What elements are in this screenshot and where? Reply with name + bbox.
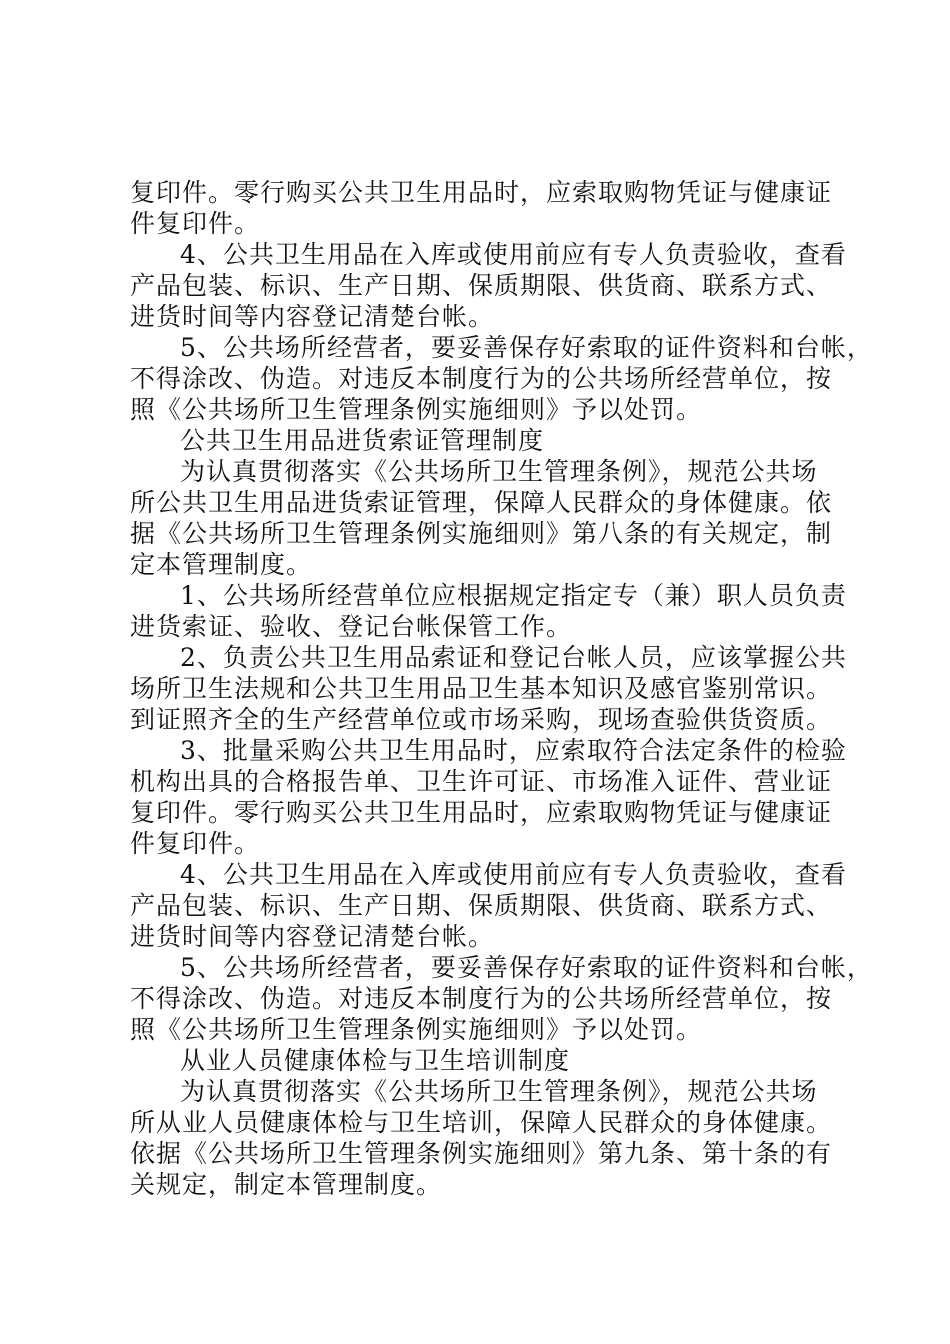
section-title: 公共卫生用品进货索证管理制度 xyxy=(180,426,545,455)
text-line: 依据《公共场所卫生管理条例实施细则》第九条、第十条的有 xyxy=(130,1139,833,1168)
text-line: 为认真贯彻落实《公共场所卫生管理条例》，规范公共场 xyxy=(180,1077,818,1106)
text-line: 1、公共场所经营单位应根据规定指定专（兼）职人员负责 xyxy=(180,581,847,610)
text-line: 进货时间等内容登记清楚台帐。 xyxy=(130,302,495,331)
text-line: 照《公共场所卫生管理条例实施细则》予以处罚。 xyxy=(130,395,703,424)
text-line: 不得涂改、伪造。对违反本制度行为的公共场所经营单位，按 xyxy=(130,364,833,393)
text-line: 不得涂改、伪造。对违反本制度行为的公共场所经营单位，按 xyxy=(130,984,833,1013)
text-line: 据《公共场所卫生管理条例实施细则》第八条的有关规定，制 xyxy=(130,519,833,548)
text-line: 2、负责公共卫生用品索证和登记台帐人员，应该掌握公共 xyxy=(180,643,847,672)
text-line: 3、批量采购公共卫生用品时，应索取符合法定条件的检验 xyxy=(180,736,847,765)
text-line: 复印件。零行购买公共卫生用品时，应索取购物凭证与健康证 xyxy=(130,798,833,827)
text-line: 4、公共卫生用品在入库或使用前应有专人负责验收，查看 xyxy=(180,240,847,269)
text-line: 产品包装、标识、生产日期、保质期限、供货商、联系方式、 xyxy=(130,891,833,920)
text-line: 关规定，制定本管理制度。 xyxy=(130,1170,443,1199)
text-line: 件复印件。 xyxy=(130,209,261,238)
text-line: 进货时间等内容登记清楚台帐。 xyxy=(130,922,495,951)
text-line: 5、公共场所经营者，要妥善保存好索取的证件资料和台帐， xyxy=(180,333,873,362)
text-line: 定本管理制度。 xyxy=(130,550,313,579)
text-line: 所公共卫生用品进货索证管理，保障人民群众的身体健康。依 xyxy=(130,488,833,517)
text-line: 产品包装、标识、生产日期、保质期限、供货商、联系方式、 xyxy=(130,271,833,300)
text-line: 5、公共场所经营者，要妥善保存好索取的证件资料和台帐， xyxy=(180,953,873,982)
text-line: 进货索证、验收、登记台帐保管工作。 xyxy=(130,612,573,641)
text-line: 场所卫生法规和公共卫生用品卫生基本知识及感官鉴别常识。 xyxy=(130,674,833,703)
text-line: 复印件。零行购买公共卫生用品时，应索取购物凭证与健康证 xyxy=(130,178,833,207)
text-line: 件复印件。 xyxy=(130,829,261,858)
text-line: 所从业人员健康体检与卫生培训，保障人民群众的身体健康。 xyxy=(130,1108,833,1137)
text-line: 照《公共场所卫生管理条例实施细则》予以处罚。 xyxy=(130,1015,703,1044)
text-line: 到证照齐全的生产经营单位或市场采购，现场查验供货资质。 xyxy=(130,705,833,734)
section-title: 从业人员健康体检与卫生培训制度 xyxy=(180,1046,571,1075)
text-line: 4、公共卫生用品在入库或使用前应有专人负责验收，查看 xyxy=(180,860,847,889)
text-line: 机构出具的合格报告单、卫生许可证、市场准入证件、营业证 xyxy=(130,767,833,796)
text-line: 为认真贯彻落实《公共场所卫生管理条例》，规范公共场 xyxy=(180,457,818,486)
